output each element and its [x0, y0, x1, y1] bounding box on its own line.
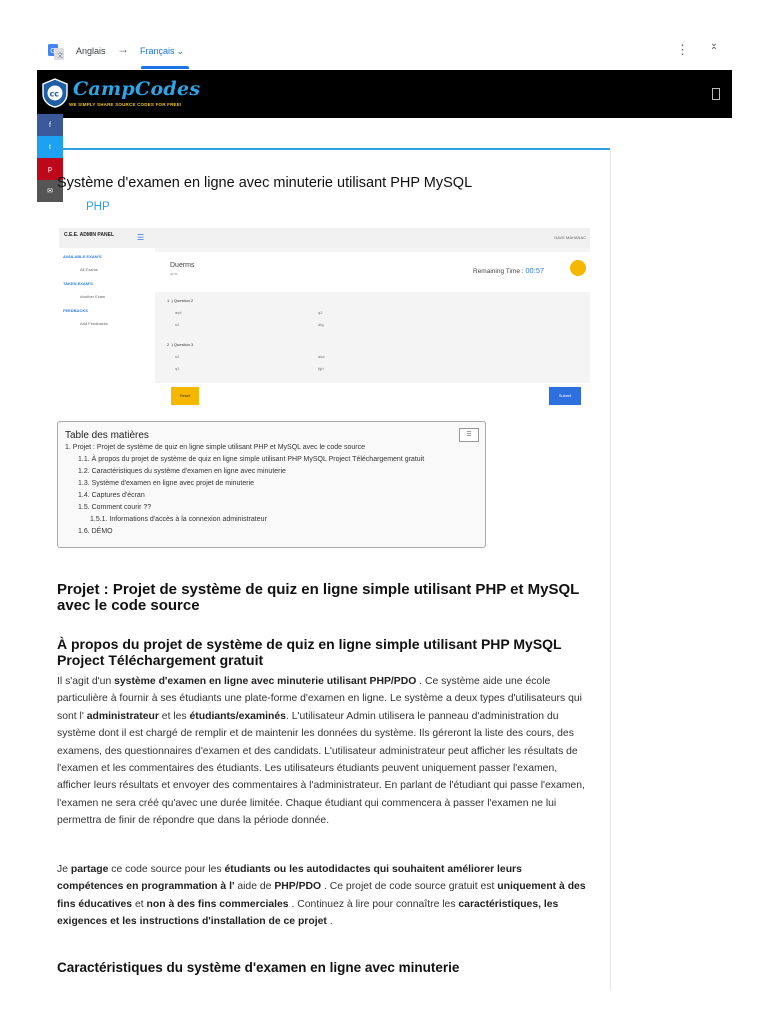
google-translate-icon[interactable] [48, 44, 64, 60]
screenshot-feedbacks-heading: FEEDBACKS [63, 308, 88, 313]
p2-bold: uniquement à des fins éducatives [57, 881, 586, 910]
screenshot-user: GAVE MAHANAC [554, 235, 586, 240]
more-vert-icon[interactable]: ⋮ [676, 42, 689, 57]
screenshot-reset-button: Reset [171, 387, 199, 405]
p2-text: et [132, 898, 147, 910]
screenshot-another-exam: Another Exam [80, 294, 106, 299]
p2-bold: caractéristiques, les exigences et les instructions d'installation de ce projet [57, 898, 559, 928]
screenshot-exam-name: Duerms [170, 262, 195, 269]
post-title: Système d'examen en ligne avec minuterie utilisant PHP MySQL [57, 175, 473, 191]
translate-bar [0, 0, 768, 70]
menu-icon[interactable] [712, 88, 720, 100]
screenshot-q1-option: asd [175, 310, 182, 315]
screenshot-hamburger-icon: ☰ [137, 233, 145, 242]
article-paragraph-intro [57, 673, 589, 830]
p2-text: . Ce projet de code source gratuit est [321, 881, 498, 893]
screenshot-sidebar [59, 248, 155, 411]
toc-item[interactable]: 1.5.1. Informations d'accès à la connexion administrateur [90, 516, 267, 523]
p1-bold: étudiants/examinés [189, 710, 286, 722]
list-icon: ☰ [466, 432, 472, 438]
target-language[interactable] [140, 46, 184, 57]
source-language[interactable]: Anglais [76, 46, 106, 56]
facebook-share-button[interactable] [37, 114, 63, 136]
remaining-value: 00:57 [525, 266, 545, 275]
post-category-link[interactable]: PHP [86, 201, 110, 213]
twitter-icon: t [49, 143, 51, 151]
screenshot-exam-card [155, 252, 590, 292]
toc-item[interactable]: 1.6. DÉMO [78, 528, 113, 535]
article-heading-project: Projet : Projet de système de quiz en ligne simple utilisant PHP et MySQL avec le code source [57, 581, 580, 614]
campcodes-badge-icon[interactable] [41, 78, 69, 108]
screenshot-taken-heading: TAKEN EXAM'S [63, 281, 93, 286]
content-right-border [610, 150, 611, 990]
p2-text: . [326, 916, 333, 928]
screenshot-q2-option: asd [318, 354, 325, 359]
toc-item[interactable]: 1. Projet : Projet de système de quiz en ligne simple utilisant PHP et MySQL avec le code source [65, 444, 365, 451]
email-icon: ✉ [47, 188, 53, 195]
content-top-border [56, 148, 610, 150]
site-logo[interactable]: CampCodes [73, 78, 201, 100]
svg-text:cc: cc [49, 89, 59, 99]
pinterest-icon: p [48, 165, 52, 173]
post-featured-image [59, 228, 590, 411]
toc-item[interactable]: 1.1. À propos du projet de système de quiz en ligne simple utilisant PHP MySQL Project Téléchargement gratuit [78, 456, 425, 463]
article-heading-about: À propos du projet de système de quiz en ligne simple utilisant PHP MySQL Project Téléchargement gratuit [57, 636, 562, 668]
remaining-label: Remaining Time : [473, 268, 524, 275]
facebook-icon: f [49, 121, 51, 129]
screenshot-all-exams: All Exams [80, 267, 98, 272]
svg-text:文: 文 [57, 52, 64, 60]
toc-item[interactable]: 1.3. Système d'examen en ligne avec projet de minuterie [78, 480, 255, 487]
active-language-indicator [141, 66, 189, 69]
toc-toggle-button[interactable] [459, 428, 479, 442]
screenshot-remaining-time [473, 266, 544, 275]
p1-text: et les [158, 710, 190, 722]
p1-text: . Ce système aide une école particulière à fournir à ses étudiants une plate-forme d'examen en ligne. Le système a deux types d'utilisateurs qui sont l' [57, 676, 582, 722]
p2-text: . Continuez à lire pour connaître les [288, 898, 459, 910]
screenshot-q2-option: s4 [175, 354, 180, 359]
screenshot-gear-icon [570, 260, 586, 276]
toc-item[interactable]: 1.2. Caractéristiques du système d'examen en ligne avec minuterie [78, 468, 286, 475]
p1-bold: système d'examen en ligne avec minuterie utilisant PHP/PDO [114, 676, 417, 687]
screenshot-topbar [59, 228, 590, 248]
svg-text:G: G [50, 47, 56, 55]
p2-bold: PHP/PDO [274, 881, 322, 893]
p2-text: aide de [234, 881, 275, 893]
screenshot-q1-option: q2 [318, 310, 323, 315]
screenshot-question-1: 1 .) Question 2 [167, 298, 194, 303]
p1-bold: administrateur [86, 710, 159, 722]
p2-text: ce code source pour les [108, 864, 225, 875]
site-tagline: WE SIMPLY SHARE SOURCE CODES FOR FREE! [69, 102, 182, 107]
p2-bold: étudiants ou les autodidactes qui souhaitent améliorer leurs compétences en programmation à l' [57, 864, 522, 893]
screenshot-q2-option: q1 [175, 366, 180, 371]
p1-text: . L'utilisateur Admin utilisera le panneau d'administration du système dont il est chargé de remplir et de maintenir les données du système. Ils géreront la liste des cours, des examens, des questionnaires d'examen et des candidats. L'utilisateur administrateur peut afficher les résultats de l'examen et les commentaires des étudiants. Les utilisateurs étudiants peuvent uniquement passer l'examen, afficher leurs résultats et envoyer des commentaires à l'administrateur. En parlant de l'étudiant qui passe l'examen, l'examen ne sera créé qu'avec une durée limitée. Chaque étudiant qui commencera à passer l'examen ne lui permettra de finir de répondre que dans la période donnée. [57, 710, 585, 827]
table-of-contents [57, 421, 486, 548]
article-paragraph-share [57, 861, 589, 931]
screenshot-q1-option: s4 [175, 322, 180, 327]
chevron-down-icon: ⌄ [176, 46, 185, 56]
screenshot-submit-button: Submit [549, 387, 581, 405]
screenshot-q2-option: fgh [318, 366, 324, 371]
p1-text: Il s'agit d'un [57, 676, 115, 687]
screenshot-add-feedbacks: Add Feedbacks [80, 321, 108, 326]
p2-bold: partage [70, 864, 109, 875]
screenshot-main [155, 248, 590, 411]
twitter-share-button[interactable] [37, 136, 63, 158]
article-heading-features: Caractéristiques du système d'examen en ligne avec minuterie [57, 960, 460, 975]
arrow-right-icon: → [117, 42, 129, 56]
collapse-icon[interactable]: ⌄ ⌃ [709, 38, 719, 57]
site-header [37, 70, 732, 118]
screenshot-available-heading: AVAILABLE EXAM'S [63, 254, 102, 259]
target-language-label: Français [140, 46, 175, 56]
screenshot-q1-option: dfg [318, 322, 324, 327]
screenshot-footer [155, 383, 590, 411]
screenshot-brand: C.E.E. ADMIN PANEL [64, 232, 115, 238]
p2-bold: non à des fins commerciales [146, 898, 289, 910]
toc-item[interactable]: 1.5. Comment courir ?? [78, 504, 152, 511]
screenshot-exam-sub: qms [170, 271, 178, 276]
toc-item[interactable]: 1.4. Captures d'écran [78, 492, 145, 499]
screenshot-question-2: 2 .) Question 3 [167, 342, 194, 347]
p2-text: Je [57, 864, 71, 875]
toc-title: Table des matières [65, 430, 149, 441]
